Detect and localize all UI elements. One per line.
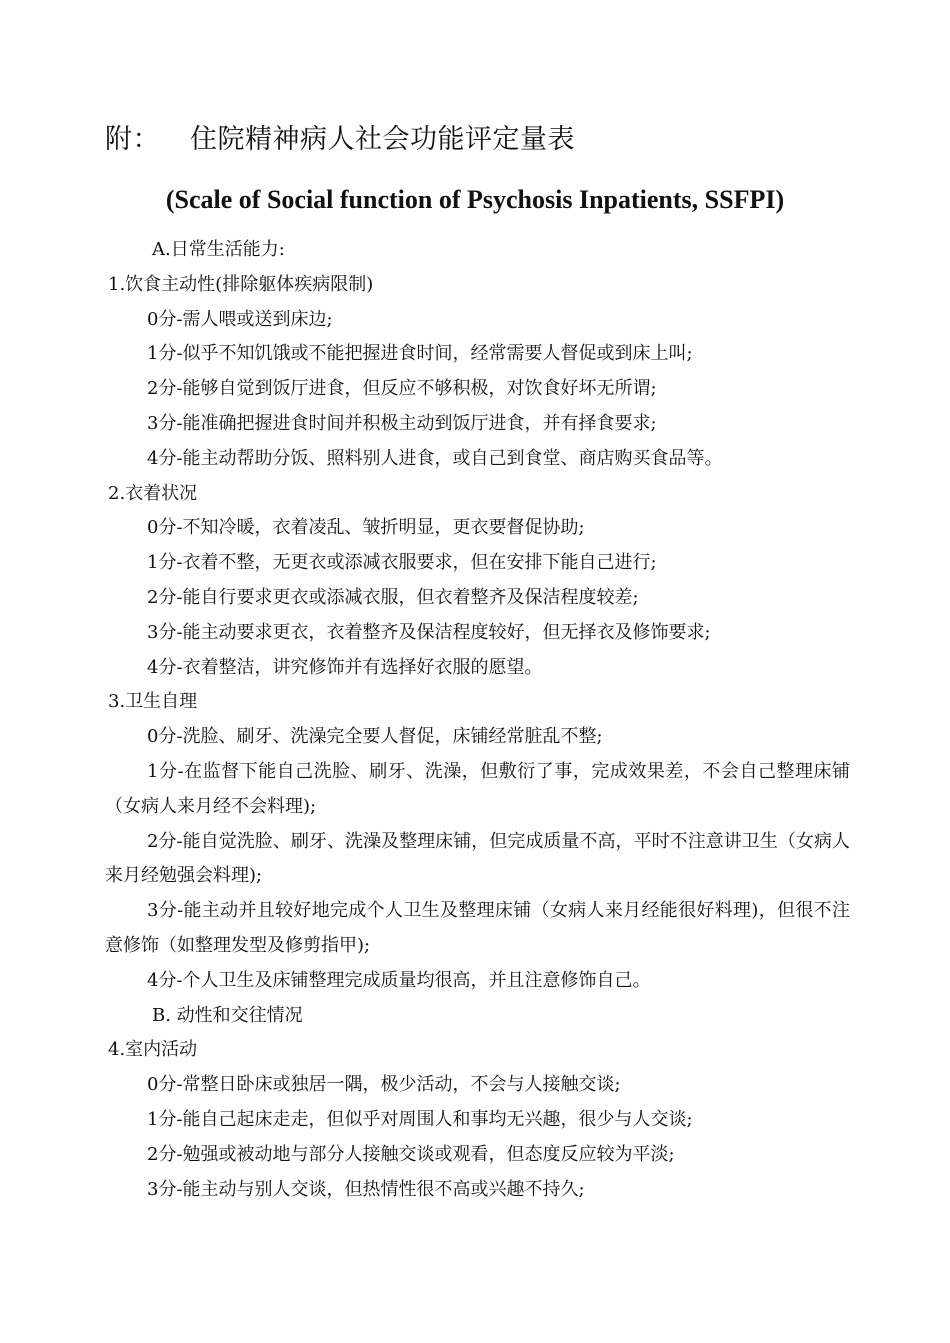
item-4-score-2: 2分-勉强或被动地与部分人接触交谈或观看，但态度反应较为平淡; bbox=[147, 1143, 675, 1165]
title-prefix: 附： bbox=[105, 124, 160, 155]
item-4-score-3: 3分-能主动与别人交谈，但热情性很不高或兴趣不持久; bbox=[147, 1178, 585, 1200]
item-2-score-4: 4分-衣着整洁，讲究修饰并有选择好衣服的愿望。 bbox=[147, 656, 543, 678]
item-4-score-0: 0分-常整日卧床或独居一隅，极少活动，不会与人接触交谈; bbox=[147, 1074, 621, 1096]
item-3-title: 3.卫生自理 bbox=[108, 691, 198, 713]
item-2-score-2: 2分-能自行要求更衣或添减衣服，但衣着整齐及保洁程度较差; bbox=[147, 586, 639, 608]
item-2-score-3: 3分-能主动要求更衣，衣着整齐及保洁程度较好，但无择衣及修饰要求; bbox=[147, 621, 711, 643]
item-3-score-4: 4分-个人卫生及床铺整理完成质量均很高，并且注意修饰自己。 bbox=[147, 969, 651, 991]
item-1-score-1: 1分-似乎不知饥饿或不能把握进食时间，经常需要人督促或到床上叫; bbox=[147, 343, 693, 365]
section-b-heading: B. 动性和交往情况 bbox=[152, 1004, 303, 1026]
item-4-title: 4.室内活动 bbox=[108, 1039, 198, 1061]
item-1-title: 1.饮食主动性(排除躯体疾病限制) bbox=[108, 273, 374, 295]
item-4-score-1: 1分-能自己起床走走，但似乎对周围人和事均无兴趣，很少与人交谈; bbox=[147, 1108, 693, 1130]
item-1-score-3: 3分-能准确把握进食时间并积极主动到饭厅进食，并有择食要求; bbox=[147, 412, 657, 434]
item-1-score-2: 2分-能够自觉到饭厅进食，但反应不够积极，对饮食好坏无所谓; bbox=[147, 378, 657, 400]
section-a-heading: A.日常生活能力: bbox=[152, 239, 285, 260]
item-2-score-1: 1分-衣着不整，无更衣或添减衣服要求，但在安排下能自己进行; bbox=[147, 552, 657, 574]
item-3-score-0: 0分-洗脸、刷牙、洗澡完全要人督促，床铺经常脏乱不整; bbox=[147, 726, 603, 748]
item-3-score-3: 3分-能主动并且较好地完成个人卫生及整理床铺（女病人来月经能很好料理)，但很不注意修饰（如整理发型及修剪指甲); bbox=[105, 900, 850, 956]
document-body bbox=[105, 233, 850, 1207]
item-2-score-0: 0分-不知冷暖，衣着凌乱、皱折明显，更衣要督促协助; bbox=[147, 517, 585, 539]
item-1-score-0: 0分-需人喂或送到床边; bbox=[147, 308, 333, 330]
document-title bbox=[105, 120, 575, 160]
item-1-score-4: 4分-能主动帮助分饭、照料别人进食，或自己到食堂、商店购买食品等。 bbox=[147, 447, 723, 469]
item-3-score-2: 2分-能自觉洗脸、刷牙、洗澡及整理床铺，但完成质量不高，平时不注意讲卫生（女病人来月经勉强会料理); bbox=[105, 830, 850, 887]
item-3-score-1: 1分-在监督下能自己洗脸、刷牙、洗澡，但敷衍了事，完成效果差，不会自己整理床铺（女病人来月经不会料理); bbox=[105, 760, 850, 817]
item-2-title: 2.衣着状况 bbox=[108, 482, 198, 504]
title-english: (Scale of Social function of Psychosis Inpatients, SSFPI) bbox=[165, 185, 785, 214]
title-chinese: 住院精神病人社会功能评定量表 bbox=[190, 124, 575, 155]
